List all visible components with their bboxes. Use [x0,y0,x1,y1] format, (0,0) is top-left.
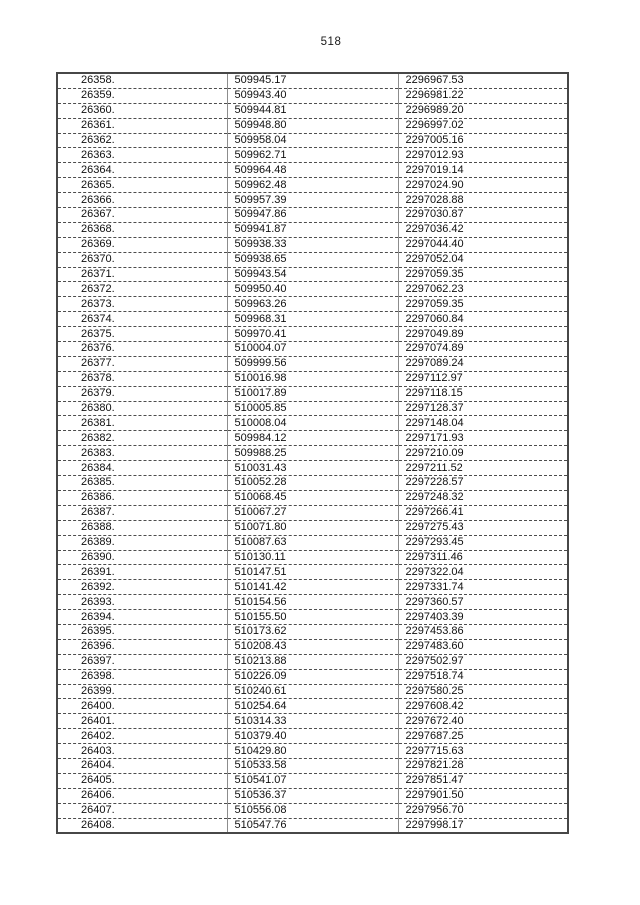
cell-point-number: 26387. [57,505,227,520]
table-row [57,565,568,580]
cell-coordinate-x: 509948.80 [227,118,398,133]
table-row [57,446,568,461]
cell-coordinate-y: 2297293.45 [398,535,568,550]
table-row [57,88,568,103]
cell-point-number: 26369. [57,237,227,252]
table-row [57,520,568,535]
cell-coordinate-y: 2297275.43 [398,520,568,535]
cell-coordinate-y: 2297228.57 [398,476,568,491]
cell-coordinate-x: 510547.76 [227,818,398,833]
coordinate-table-body [57,73,568,833]
cell-coordinate-x: 509988.25 [227,446,398,461]
cell-coordinate-x: 510173.62 [227,624,398,639]
cell-coordinate-y: 2297331.74 [398,580,568,595]
cell-coordinate-x: 509964.48 [227,163,398,178]
cell-point-number: 26408. [81,818,115,831]
cell-coordinate-x: 510240.61 [227,684,398,699]
cell-point-number: 26395. [57,624,227,639]
cell-coordinate-x: 510147.51 [227,565,398,580]
table-row [57,208,568,223]
table-row [57,684,568,699]
cell-coordinate-y: 2297403.39 [398,610,568,625]
cell-coordinate-y: 2297248.32 [398,490,568,505]
cell-point-number: 26361. [57,118,227,133]
cell-coordinate-x: 510067.27 [227,505,398,520]
cell-coordinate-x: 509938.33 [227,237,398,252]
table-row [57,639,568,654]
cell-coordinate-x: 510379.40 [227,729,398,744]
cell-point-number: 26374. [57,312,227,327]
cell-coordinate-y: 2297453.86 [398,624,568,639]
cell-coordinate-x: 510155.50 [227,610,398,625]
cell-coordinate-x: 510017.89 [227,386,398,401]
cell-point-number: 26377. [57,356,227,371]
cell-coordinate-y: 2297036.42 [398,222,568,237]
cell-point-number: 26363. [57,148,227,163]
table-row [57,371,568,386]
cell-coordinate-x: 509984.12 [227,431,398,446]
cell-coordinate-y: 2297074.89 [398,342,568,357]
cell-point-number: 26405. [57,773,227,788]
cell-coordinate-y: 2296997.02 [398,118,568,133]
table-row [57,133,568,148]
table-row [57,654,568,669]
cell-coordinate-x: 510031.43 [227,461,398,476]
cell-coordinate-y: 2297012.93 [398,148,568,163]
table-row [57,758,568,773]
cell-coordinate-x: 509999.56 [227,356,398,371]
table-row [57,729,568,744]
table-row [57,490,568,505]
cell-coordinate-x: 509944.81 [227,103,398,118]
table-row [57,535,568,550]
table-row [57,118,568,133]
cell-coordinate-y: 2297028.88 [398,193,568,208]
table-row [57,624,568,639]
cell-coordinate-y: 2297024.90 [398,178,568,193]
cell-coordinate-y: 2297672.40 [398,714,568,729]
cell-point-number: 26373. [57,297,227,312]
cell-coordinate-y: 2297052.04 [398,252,568,267]
cell-coordinate-y: 2297998.17 [398,818,568,833]
cell-point-number: 26407. [57,803,227,818]
cell-point-number: 26386. [57,490,227,505]
table-row [57,461,568,476]
cell-coordinate-y: 2297059.35 [398,297,568,312]
cell-coordinate-y: 2297608.42 [398,699,568,714]
table-row [57,163,568,178]
cell-coordinate-x: 510130.11 [227,550,398,565]
cell-coordinate-x: 510008.04 [227,416,398,431]
cell-coordinate-y: 2297821.28 [398,758,568,773]
cell-point-number: 26406. [57,788,227,803]
cell-point-number: 26396. [57,639,227,654]
cell-point-number: 26367. [57,208,227,223]
table-row [57,416,568,431]
cell-coordinate-x: 510533.58 [227,758,398,773]
cell-coordinate-y: 2297687.25 [398,729,568,744]
table-row [57,267,568,282]
table-row [57,342,568,357]
table-row [57,327,568,342]
cell-coordinate-y: 2297118.15 [398,386,568,401]
cell-point-number: 26393. [57,595,227,610]
cell-coordinate-x: 509963.26 [227,297,398,312]
cell-coordinate-y: 2296989.20 [398,103,568,118]
cell-coordinate-y: 2297030.87 [398,208,568,223]
cell-coordinate-x: 509968.31 [227,312,398,327]
cell-coordinate-x: 509950.40 [227,282,398,297]
cell-coordinate-y: 2297518.74 [398,669,568,684]
cell-coordinate-y: 2297128.37 [398,401,568,416]
cell-point-number: 26388. [57,520,227,535]
cell-point-number: 26401. [57,714,227,729]
cell-point-number: 26385. [57,476,227,491]
cell-point-number: 26365. [57,178,227,193]
cell-coordinate-x: 509943.54 [227,267,398,282]
cell-coordinate-x: 510226.09 [227,669,398,684]
cell-point-number: 26403. [57,744,227,759]
table-row [57,580,568,595]
table-row [57,505,568,520]
cell-coordinate-y: 2297089.24 [398,356,568,371]
table-row [57,312,568,327]
cell-point-number: 26381. [57,416,227,431]
table-row [57,773,568,788]
table-row [57,386,568,401]
cell-coordinate-y: 2297502.97 [398,654,568,669]
cell-coordinate-x: 509958.04 [227,133,398,148]
table-row [57,178,568,193]
table-row [57,148,568,163]
cell-coordinate-x: 509947.86 [227,208,398,223]
cell-coordinate-y: 2297715.63 [398,744,568,759]
cell-coordinate-x: 510541.07 [227,773,398,788]
cell-coordinate-y: 2297956.70 [398,803,568,818]
cell-coordinate-y: 2297044.40 [398,237,568,252]
cell-point-number: 26372. [57,282,227,297]
cell-point-number: 26402. [57,729,227,744]
cell-coordinate-x: 510254.64 [227,699,398,714]
cell-coordinate-x: 510536.37 [227,788,398,803]
table-row [57,431,568,446]
cell-coordinate-x: 509938.65 [227,252,398,267]
coordinate-table [56,72,569,834]
cell-point-number: 26392. [57,580,227,595]
cell-coordinate-x: 509941.87 [227,222,398,237]
cell-point-number: 26404. [57,758,227,773]
cell-coordinate-x: 509962.71 [227,148,398,163]
cell-coordinate-x: 510016.98 [227,371,398,386]
table-row [57,237,568,252]
table-row [57,401,568,416]
table-row [57,550,568,565]
table-row [57,699,568,714]
cell-coordinate-y: 2297112.97 [398,371,568,386]
cell-point-number: 26391. [57,565,227,580]
cell-coordinate-y: 2296967.53 [398,73,568,88]
cell-point-number: 26379. [57,386,227,401]
table-row [57,788,568,803]
cell-point-number: 26399. [57,684,227,699]
cell-coordinate-x: 510005.85 [227,401,398,416]
cell-coordinate-x: 509945.17 [227,73,398,88]
cell-coordinate-x: 510556.08 [227,803,398,818]
cell-coordinate-x: 510154.56 [227,595,398,610]
cell-coordinate-y: 2297311.46 [398,550,568,565]
cell-point-number: 26383. [57,446,227,461]
cell-point-number: 26362. [57,133,227,148]
cell-coordinate-y: 2297901.50 [398,788,568,803]
table-row [57,818,568,833]
table-row [57,714,568,729]
cell-coordinate-y: 2297019.14 [398,163,568,178]
cell-point-number: 26359. [57,88,227,103]
table-row [57,476,568,491]
cell-coordinate-x: 510208.43 [227,639,398,654]
cell-coordinate-x: 509957.39 [227,193,398,208]
cell-point-number: 26364. [57,163,227,178]
page-number: 518 [320,36,342,48]
cell-coordinate-x: 510429.80 [227,744,398,759]
cell-coordinate-y: 2297211.52 [398,461,568,476]
cell-point-number: 26400. [57,699,227,714]
cell-coordinate-y: 2296981.22 [398,88,568,103]
cell-coordinate-x: 509943.40 [227,88,398,103]
cell-coordinate-y: 2297049.89 [398,327,568,342]
cell-coordinate-x: 510314.33 [227,714,398,729]
cell-coordinate-y: 2297060.84 [398,312,568,327]
cell-point-number: 26371. [57,267,227,282]
cell-coordinate-y: 2297851.47 [398,773,568,788]
cell-coordinate-x: 509962.48 [227,178,398,193]
cell-coordinate-x: 510087.63 [227,535,398,550]
cell-point-number: 26360. [57,103,227,118]
cell-point-number: 26397. [57,654,227,669]
cell-point-number: 26368. [57,222,227,237]
table-row [57,193,568,208]
cell-coordinate-y: 2297171.93 [398,431,568,446]
cell-coordinate-y: 2297360.57 [398,595,568,610]
table-row [57,595,568,610]
table-row [57,610,568,625]
cell-point-number: 26382. [57,431,227,446]
cell-point-number: 26384. [57,461,227,476]
cell-coordinate-y: 2297322.04 [398,565,568,580]
table-row [57,103,568,118]
cell-point-number: 26394. [57,610,227,625]
cell-coordinate-y: 2297210.09 [398,446,568,461]
cell-point-number: 26358. [57,73,227,88]
cell-coordinate-y: 2297483.60 [398,639,568,654]
cell-coordinate-y: 2297062.23 [398,282,568,297]
cell-coordinate-x: 510141.42 [227,580,398,595]
cell-coordinate-y: 2297266.41 [398,505,568,520]
cell-point-number: 26366. [57,193,227,208]
cell-point-number: 26398. [57,669,227,684]
cell-coordinate-y: 2297005.16 [398,133,568,148]
table-row [57,282,568,297]
cell-coordinate-x: 510052.28 [227,476,398,491]
table-row [57,744,568,759]
cell-point-number: 26375. [57,327,227,342]
cell-point-number: 26370. [57,252,227,267]
cell-coordinate-x: 510071.80 [227,520,398,535]
cell-coordinate-x: 510213.88 [227,654,398,669]
cell-coordinate-x: 510004.07 [227,342,398,357]
cell-coordinate-x: 509970.41 [227,327,398,342]
table-row [57,803,568,818]
table-row [57,73,568,88]
table-row [57,356,568,371]
cell-coordinate-x: 510068.45 [227,490,398,505]
cell-point-number: 26376. [57,342,227,357]
cell-coordinate-y: 2297580.25 [398,684,568,699]
table-row [57,222,568,237]
cell-coordinate-y: 2297059.35 [398,267,568,282]
cell-point-number: 26380. [57,401,227,416]
cell-point-number: 26389. [57,535,227,550]
cell-point-number: 26390. [57,550,227,565]
table-row [57,252,568,267]
cell-point-number: 26378. [57,371,227,386]
cell-coordinate-y: 2297148.04 [398,416,568,431]
table-row [57,297,568,312]
table-row [57,669,568,684]
